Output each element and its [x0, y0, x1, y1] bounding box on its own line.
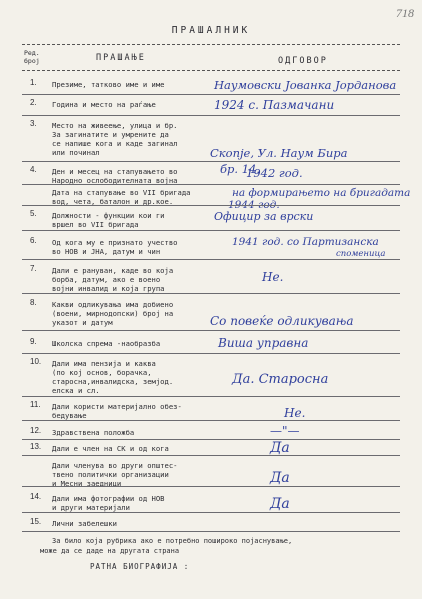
row-number: 5.: [30, 209, 37, 218]
handwritten-answer: 1941 год. со Партизанска: [232, 236, 379, 248]
question-text: (воени, мирнодопски) број на: [52, 309, 174, 318]
handwritten-answer: Да. Старосна: [232, 372, 329, 387]
question-text: Дали користи материјално обез-: [52, 402, 182, 411]
question-text: или починал: [52, 148, 100, 157]
row-separator: [22, 439, 400, 440]
question-text: во НОВ и ЈНА, датум и чин: [52, 247, 161, 256]
row-separator: [22, 486, 400, 487]
question-text: Здравствена положба: [52, 428, 135, 437]
question-text: За загинатите и умрените да: [52, 130, 169, 139]
question-text: се напише кога и каде загинал: [52, 139, 178, 148]
row-separator: [22, 205, 400, 206]
handwritten-answer: Да: [270, 470, 290, 486]
row-separator: [22, 353, 400, 354]
question-text: вод, чета, баталон и др.кое.: [52, 197, 174, 206]
row-separator: [22, 230, 400, 231]
row-separator: [22, 94, 400, 95]
question-text: (по кој основ, борачка,: [52, 368, 152, 377]
question-text: твено политички организации: [52, 470, 169, 479]
row-number: 15.: [30, 517, 42, 526]
header-no-label: Ред. број: [24, 49, 40, 65]
handwritten-answer: Наумовски Јованка Јорданова: [214, 78, 397, 92]
question-text: Должности - функции кои ги: [52, 211, 165, 220]
question-text: Дата на стапување во VII бригада: [52, 188, 191, 197]
row-separator: [22, 512, 400, 513]
row-number: 3.: [30, 119, 37, 128]
question-text: Од кога му е признато учество: [52, 238, 178, 247]
question-text: и Месни заедници: [52, 479, 122, 488]
question-text: војни инвалид и која група: [52, 284, 165, 293]
handwritten-answer: 1924 с. Пазмачани: [214, 98, 335, 112]
row-number: 2.: [30, 98, 37, 107]
question-text: Дали има фотографии од НОВ: [52, 494, 165, 503]
question-text: елска и сл.: [52, 386, 100, 395]
row-number: 7.: [30, 264, 37, 273]
question-text: Какви одликувања има добиено: [52, 300, 174, 309]
row-separator: [22, 531, 400, 532]
row-number: 11.: [30, 400, 41, 409]
row-separator: [22, 455, 400, 456]
question-text: Лични забелешки: [52, 519, 117, 528]
question-text: Народно ослободителната војна: [52, 176, 178, 185]
question-text: Година и место на раѓање: [52, 100, 156, 109]
page-title: ПРАШАЛНИК: [171, 25, 251, 36]
question-text: борба, датум, ако е воено: [52, 275, 161, 284]
row-separator: [22, 115, 400, 116]
handwritten-answer: бр. 14.: [220, 162, 260, 176]
header-answer-label: ОДГОВОР: [278, 56, 328, 66]
row-separator: [22, 259, 400, 260]
question-text: Ден и месец на стапувањето во: [52, 167, 178, 176]
question-text: Школска спрема -наобразба: [52, 339, 161, 348]
handwritten-answer: Со повеќе одликувања: [210, 314, 354, 328]
row-separator: [22, 330, 400, 331]
header-rule: [22, 70, 400, 71]
question-text: бедување: [52, 411, 87, 420]
handwritten-answer: Да: [270, 496, 290, 512]
row-number: 12.: [30, 426, 42, 435]
row-separator: [22, 184, 400, 185]
question-text: Место на живеење, улица и бр.: [52, 121, 178, 130]
handwritten-answer: 1944 год.: [228, 199, 280, 211]
footer-note-2: може да се даде на другата страна: [40, 547, 180, 555]
top-rule: [22, 44, 400, 45]
row-separator: [22, 161, 400, 162]
question-text: Дали членува во други општес-: [52, 461, 178, 470]
war-biography-label: РАТНА БИОГРАФИЈА :: [90, 562, 190, 571]
question-text: указот и датум: [52, 318, 113, 327]
handwritten-answer: Да: [270, 440, 290, 456]
handwritten-answer: Официр за врски: [214, 210, 314, 223]
row-number: 4.: [30, 165, 37, 174]
question-text: старосна,инвалидска, земјод.: [52, 377, 174, 386]
handwritten-answer: Не.: [262, 270, 284, 284]
question-text: Дали е рануван, каде во која: [52, 266, 174, 275]
row-number: 14.: [30, 492, 42, 501]
handwritten-answer: Виша управна: [218, 336, 309, 350]
question-text: Дали има пензија и каква: [52, 359, 156, 368]
row-number: 10.: [30, 357, 42, 366]
handwritten-answer: 1942 год.: [246, 166, 303, 180]
row-number: 1.: [30, 78, 37, 87]
row-separator: [22, 293, 400, 294]
handwritten-answer: Не.: [284, 406, 306, 420]
question-text: Дали е член на СК и од кога: [52, 444, 169, 453]
footer-note-1: За било која рубрика ако е потребно поширoко појаснување,: [52, 537, 293, 545]
handwritten-answer: —"—: [270, 424, 300, 438]
question-text: и други материјали: [52, 503, 130, 512]
row-number: 9.: [30, 337, 37, 346]
corner-number: 718: [396, 6, 414, 20]
row-number: 13.: [30, 442, 42, 451]
question-text: вршел во VII бригада: [52, 220, 139, 229]
row-number: 6.: [30, 236, 37, 245]
row-number: 8.: [30, 298, 37, 307]
row-separator: [22, 396, 400, 397]
row-separator: [22, 420, 400, 421]
handwritten-answer: на формирањето на бригадата: [232, 187, 411, 199]
header-question-label: ПРАШАЊЕ: [96, 53, 146, 63]
handwritten-answer: споменица: [336, 249, 386, 259]
handwritten-answer: Скопје, Ул. Наум Бира: [210, 146, 348, 160]
question-text: Презиме, татково име и име: [52, 80, 165, 89]
